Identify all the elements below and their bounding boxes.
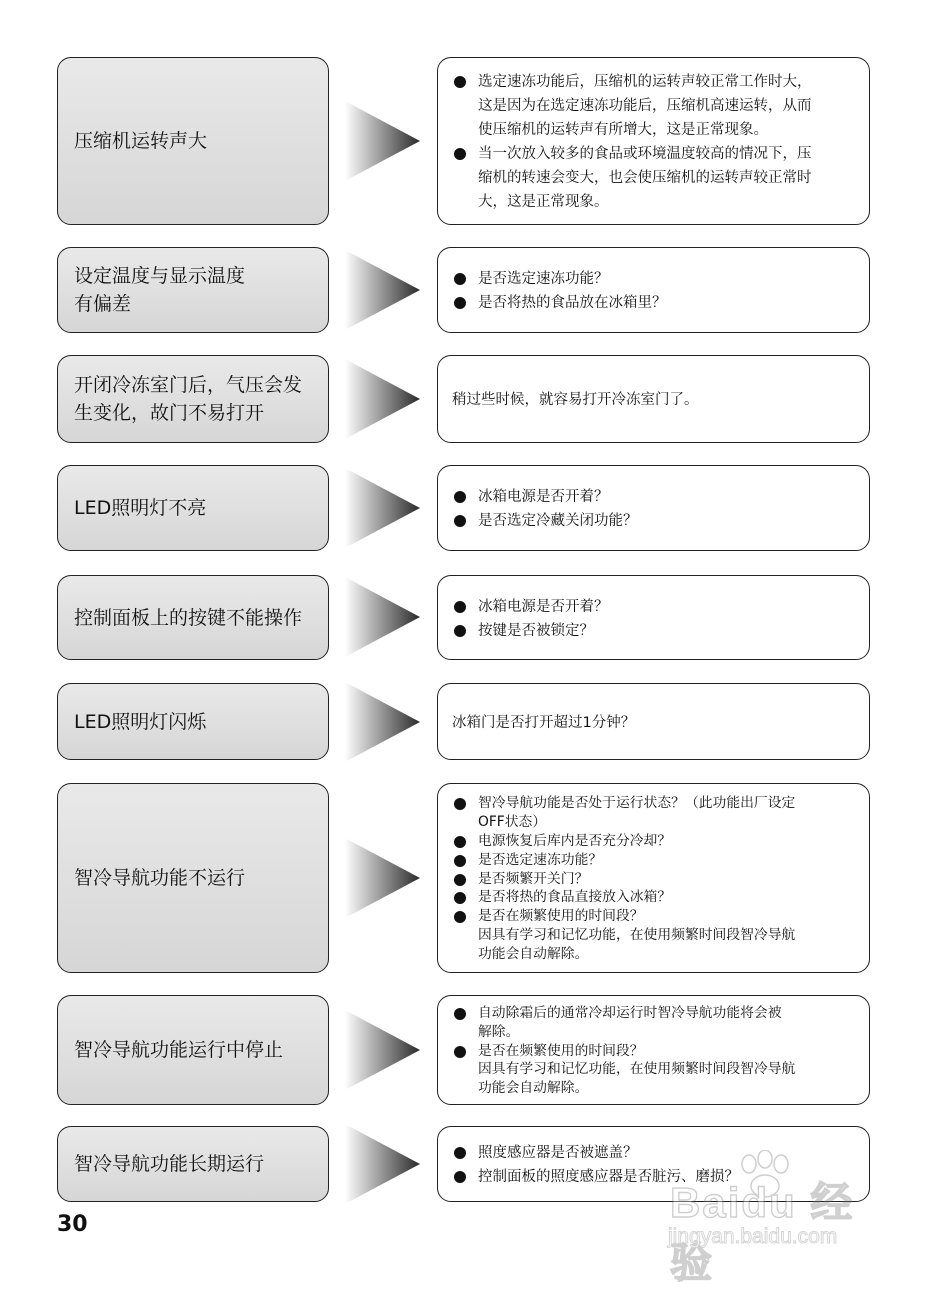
bullet-icon <box>454 1171 466 1183</box>
list-item: 电源恢复后库内是否充分冷却？ <box>452 832 859 851</box>
problem-text: 智冷导航功能长期运行 <box>74 1153 265 1175</box>
watermark-brand: Baidu 经验 <box>670 1179 855 1286</box>
watermark <box>640 1150 890 1286</box>
list-item: 是否将热的食品放在冰箱里？ <box>452 291 859 315</box>
list-item: 自动除霜后的通常冷却运行时智冷导航功能将会被 解除。 <box>452 1004 859 1042</box>
list-item: 控制面板的照度感应器是否脏污、磨损？ <box>452 1165 859 1189</box>
list-item: 冰箱电源是否开着？ <box>452 485 859 509</box>
arrow-right-icon <box>345 577 420 657</box>
problem-box <box>57 57 329 225</box>
bullet-icon <box>454 911 466 923</box>
arrow-right-icon <box>345 468 420 548</box>
bullet-icon <box>454 273 466 285</box>
problem-box <box>57 783 329 973</box>
arrow-right-icon <box>345 682 420 762</box>
list-item: 照度感应器是否被遮盖？ <box>452 1141 859 1165</box>
answer-box <box>437 355 870 443</box>
bullet-icon <box>454 1147 466 1159</box>
problem-box <box>57 683 329 760</box>
arrow-right-icon <box>345 1124 420 1204</box>
list-item: 是否选定速冻功能？ <box>452 267 859 291</box>
arrow-right-icon <box>345 1010 420 1090</box>
watermark-url: jingyan.baidu.com <box>668 1225 838 1248</box>
problem-text: 生变化，故门不易打开 <box>74 402 265 424</box>
answer-box <box>437 783 870 973</box>
problem-text: LED照明灯闪烁 <box>74 710 207 733</box>
answer-box <box>437 247 870 333</box>
bullet-icon <box>454 855 466 867</box>
bullet-icon <box>454 148 466 160</box>
arrow-right-icon <box>345 838 420 918</box>
list-item: 冰箱电源是否开着？ <box>452 595 859 619</box>
bullet-icon <box>454 515 466 527</box>
list-item: 是否选定冷藏关闭功能？ <box>452 509 859 533</box>
problem-text: 设定温度与显示温度 <box>74 265 246 287</box>
problem-box <box>57 465 329 551</box>
answer-box <box>437 683 870 760</box>
bullet-icon <box>454 601 466 613</box>
problem-text: 控制面板上的按键不能操作 <box>74 606 303 629</box>
bullet-icon <box>454 1008 466 1020</box>
list-item: 智冷导航功能是否处于运行状态？（此功能出厂设定 OFF状态） <box>452 794 859 832</box>
answer-box <box>437 575 870 660</box>
bullet-icon <box>454 625 466 637</box>
arrow-right-icon <box>345 101 420 181</box>
list-item: 是否选定速冻功能？ <box>452 851 859 870</box>
list-item: 是否在频繁使用的时间段？ 因具有学习和记忆功能，在使用频繁时间段智冷导航 功能会自动解除。 <box>452 907 859 963</box>
arrow-right-icon <box>345 250 420 330</box>
answer-box <box>437 465 870 551</box>
problem-text: 智冷导航功能不运行 <box>74 867 246 889</box>
bullet-icon <box>454 892 466 904</box>
problem-box <box>57 247 329 333</box>
arrow-right-icon <box>345 359 420 439</box>
bullet-icon <box>454 76 466 88</box>
problem-box <box>57 575 329 660</box>
bullet-icon <box>454 491 466 503</box>
bullet-icon <box>454 1046 466 1058</box>
answer-text: 稍过些时候，就容易打开冷冻室门了。 <box>452 392 699 408</box>
list-item: 是否在频繁使用的时间段？ 因具有学习和记忆功能，在使用频繁时间段智冷导航 功能会自动解除。 <box>452 1042 859 1098</box>
problem-box <box>57 355 329 443</box>
list-item: 当一次放入较多的食品或环境温度较高的情况下，压 缩机的转速会变大，也会使压缩机的运转声较正常时 大，这是正常现象。 <box>452 142 859 214</box>
problem-text: LED照明灯不亮 <box>74 497 207 519</box>
answer-text: 冰箱门是否打开超过1分钟？ <box>452 714 636 731</box>
answer-box <box>437 57 870 225</box>
list-item: 是否频繁开关门？ <box>452 870 859 889</box>
bullet-icon <box>454 297 466 309</box>
page-number: 30 <box>57 1212 88 1237</box>
problem-box <box>57 995 329 1105</box>
problem-text: 压缩机运转声大 <box>74 130 208 152</box>
list-item: 选定速冻功能后，压缩机的运转声较正常工作时大， 这是因为在选定速冻功能后，压缩机高速运转，从而 使压缩机的运转声有所增大，这是正常现象。 <box>452 70 859 142</box>
answer-box <box>437 995 870 1105</box>
bullet-icon <box>454 798 466 810</box>
list-item: 按键是否被锁定？ <box>452 619 859 643</box>
list-item: 是否将热的食品直接放入冰箱？ <box>452 888 859 907</box>
problem-box <box>57 1126 329 1202</box>
bullet-icon <box>454 874 466 886</box>
bullet-icon <box>454 836 466 848</box>
problem-text: 有偏差 <box>74 293 132 315</box>
problem-text: 开闭冷冻室门后，气压会发 <box>74 374 303 396</box>
problem-text: 智冷导航功能运行中停止 <box>74 1039 284 1061</box>
